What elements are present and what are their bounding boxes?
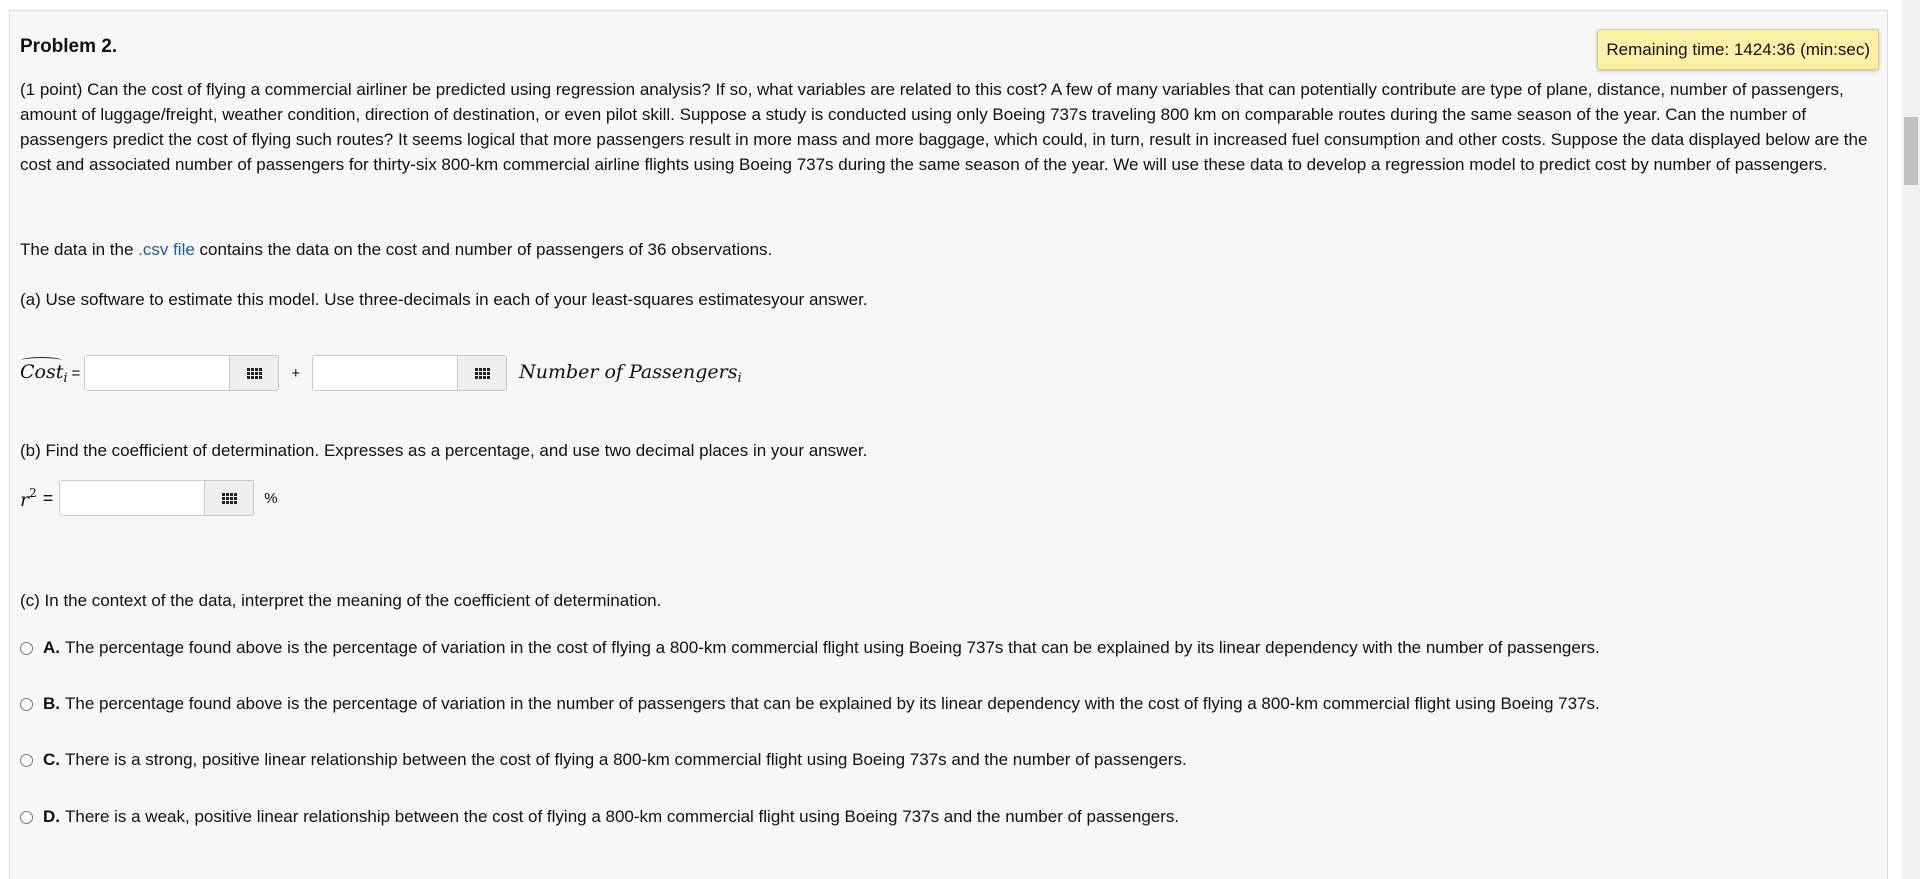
passengers-term	[519, 361, 742, 386]
r-equals-sign: =	[42, 487, 54, 508]
csv-file-link[interactable]: .csv file	[138, 240, 195, 259]
plus-sign: +	[291, 364, 301, 382]
option-text: There is a weak, positive linear relationship between the cost of flying a 800-km commercial flight using Boeing 737s and the number of passengers.	[65, 807, 1180, 826]
r-squared-input[interactable]	[60, 481, 204, 515]
option-a[interactable]	[20, 638, 1600, 658]
regression-equation	[20, 354, 742, 392]
part-b-prompt: (b) Find the coefficient of determination. Expresses as a percentage, and use two decimal places in your answer.	[20, 441, 868, 460]
r-squared-palette-button[interactable]	[204, 481, 253, 515]
percent-unit: %	[264, 489, 278, 507]
option-letter: C.	[43, 750, 60, 769]
radio-button-icon[interactable]	[20, 642, 33, 655]
option-c[interactable]	[20, 750, 1187, 770]
option-letter: B.	[43, 694, 60, 713]
equation-palette-icon	[247, 368, 262, 379]
option-text: The percentage found above is the percentage of variation in the number of passengers that can be explained by its linear dependency with the cost of flying a 800-km commercial flight using Boeing 737s.	[65, 694, 1600, 713]
intercept-input[interactable]	[85, 356, 229, 390]
radio-button-icon[interactable]	[20, 698, 33, 711]
data-file-suffix: contains the data on the cost and number of passengers of 36 observations.	[194, 240, 773, 259]
scrollbar-thumb[interactable]	[1904, 117, 1918, 185]
problem-intro: (1 point) Can the cost of flying a commercial airliner be predicted using regression analysis? If so, what variables are related to this cost? A few of many variables that can potentially contribute are type of plane, distance, number of passengers, amount of luggage/freight, weather condition, direction of destination, or even pilot skill. Suppose a study is conducted using only Boeing 737s traveling 800 km on comparable routes during the same season of the year. Can the number of passengers predict the cost of flying such routes? It seems logical that more passengers result in more mass and more baggage, which could, in turn, result in increased fuel consumption and other costs. Suppose the data displayed below are the cost and associated number of passengers for thirty-six 800-km commercial airline flights using Boeing 737s during the same season of the year. We will use these data to develop a regression model to predict cost by number of passengers.	[20, 80, 1868, 174]
option-letter: A.	[43, 638, 60, 657]
remaining-time-badge: Remaining time: 1424:36 (min:sec)	[1597, 29, 1879, 70]
equation-palette-icon	[222, 493, 237, 504]
intercept-answer-box	[84, 355, 279, 391]
data-file-prefix: The data in the	[20, 240, 139, 259]
r-squared-equation	[20, 479, 282, 517]
hat-accent	[21, 357, 62, 364]
r-squared-answer-box	[59, 480, 254, 516]
r-symbol: r	[20, 488, 30, 511]
radio-button-icon[interactable]	[20, 754, 33, 767]
cost-hat-word	[20, 361, 63, 383]
intercept-palette-button[interactable]	[229, 356, 278, 390]
data-file-sentence	[20, 237, 772, 262]
equation-palette-icon	[475, 368, 490, 379]
problem-panel	[9, 10, 1888, 879]
part-a-prompt: (a) Use software to estimate this model. Use three-decimals in each of your least-squares estimatesyour answer.	[20, 290, 868, 309]
option-text: There is a strong, positive linear relationship between the cost of flying a 800-km commercial flight using Boeing 737s and the number of passengers.	[65, 750, 1187, 769]
slope-input[interactable]	[313, 356, 457, 390]
equals-sign: =	[71, 364, 81, 382]
problem-title: Problem 2.	[20, 36, 118, 57]
slope-palette-button[interactable]	[457, 356, 506, 390]
passengers-subscript: i	[737, 370, 742, 386]
option-b[interactable]	[20, 694, 1600, 714]
option-letter: D.	[43, 807, 60, 826]
cost-subscript: i	[63, 370, 68, 386]
option-text: The percentage found above is the percentage of variation in the cost of flying a 800-km commercial flight using Boeing 737s that can be explained by its linear dependency with the number of passengers.	[65, 638, 1600, 657]
passengers-word: Number of Passengers	[519, 360, 738, 383]
radio-button-icon[interactable]	[20, 811, 33, 824]
r-superscript: 2	[29, 485, 37, 500]
cost-hat-label	[20, 361, 68, 386]
slope-answer-box	[312, 355, 507, 391]
option-d[interactable]	[20, 807, 1179, 827]
vertical-scrollbar[interactable]	[1902, 0, 1920, 879]
r-squared-label	[20, 486, 37, 511]
part-c-prompt: (c) In the context of the data, interpret the meaning of the coefficient of determination.	[20, 591, 662, 610]
cost-word: Cost	[20, 360, 64, 383]
